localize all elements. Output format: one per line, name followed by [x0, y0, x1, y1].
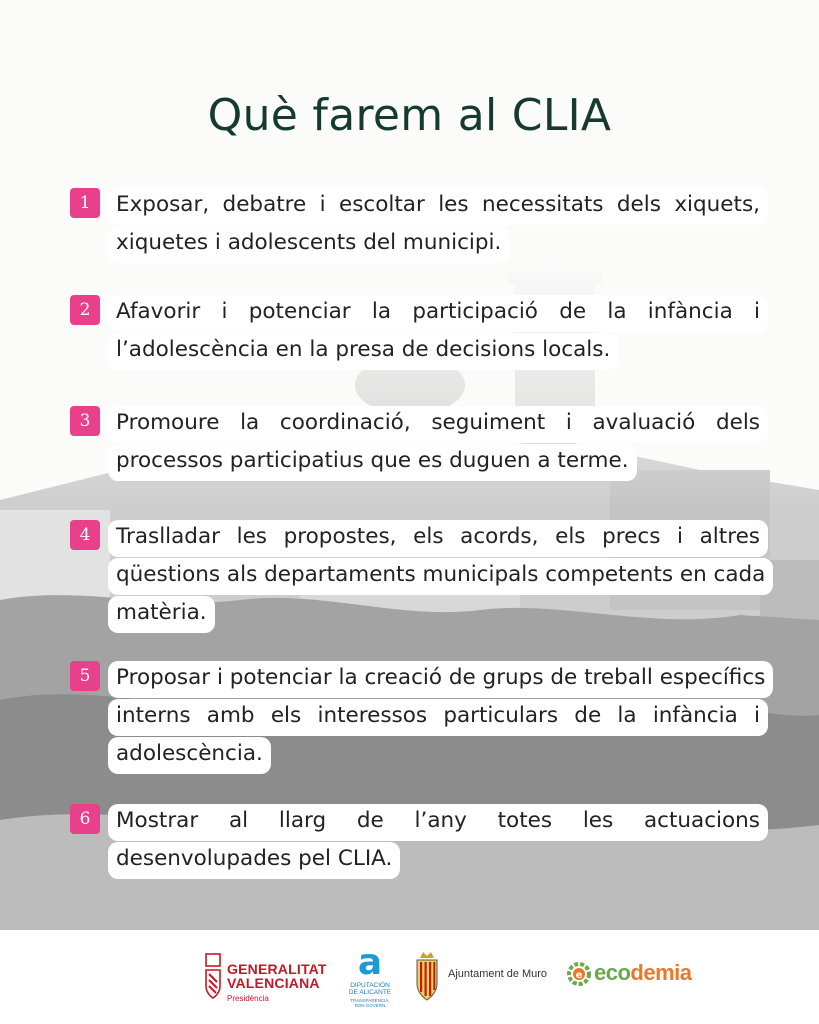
item-text: Proposar i potenciar la creació de grups de treball específics interns amb els interessos particulars de la infància i adolescència.	[108, 659, 768, 773]
item-text: Promoure la coordinació, seguiment i avaluació dels processos participatius que es duguen a terme.	[108, 404, 768, 480]
item-number-badge: 1	[70, 188, 100, 218]
footer-logos	[0, 930, 819, 1024]
muro-coat-of-arms-icon	[414, 950, 440, 1002]
ecodemia-wordmark: ecodemia	[594, 960, 692, 985]
diputacion-letter-icon: a	[357, 942, 383, 983]
diputacion-name: DIPUTACIÓN DE ALICANTE	[348, 982, 392, 996]
diputacion-subtitle: TRANSPARÈNCIA, BON GOVERN	[350, 998, 390, 1008]
item-text: Exposar, debatre i escoltar les necessitats dels xiquets, xiquetes i adolescents del municipi.	[108, 186, 768, 262]
item-number-badge: 4	[70, 520, 100, 550]
generalitat-shield-icon	[203, 952, 223, 1002]
item-number-badge: 6	[70, 804, 100, 834]
item-text: Afavorir i potenciar la participació de la infància i l’adolescència en la presa de decisions locals.	[108, 293, 768, 369]
item-number-badge: 2	[70, 295, 100, 325]
item-number-badge: 3	[70, 406, 100, 436]
generalitat-name: GENERALITAT VALENCIANA	[227, 961, 327, 991]
generalitat-valenciana-logo	[203, 948, 328, 1008]
generalitat-subtitle: Presidència	[227, 994, 269, 1003]
muro-name: Ajuntament de Muro	[448, 968, 548, 980]
svg-text:e: e	[575, 970, 583, 981]
diputacion-alicante-logo	[340, 942, 400, 1008]
ajuntament-muro-logo	[414, 948, 554, 1008]
ecodemia-gear-icon	[566, 961, 592, 987]
page-title: Què farem al CLIA	[207, 90, 612, 141]
item-text: Mostrar al llarg de l’any totes les actuacions desenvolupades pel CLIA.	[108, 802, 768, 878]
item-number-badge: 5	[70, 661, 100, 691]
ecodemia-logo	[566, 948, 706, 1008]
item-text: Traslladar les propostes, els acords, els precs i altres qüestions als departaments municipals competents en cada matèria.	[108, 518, 768, 632]
